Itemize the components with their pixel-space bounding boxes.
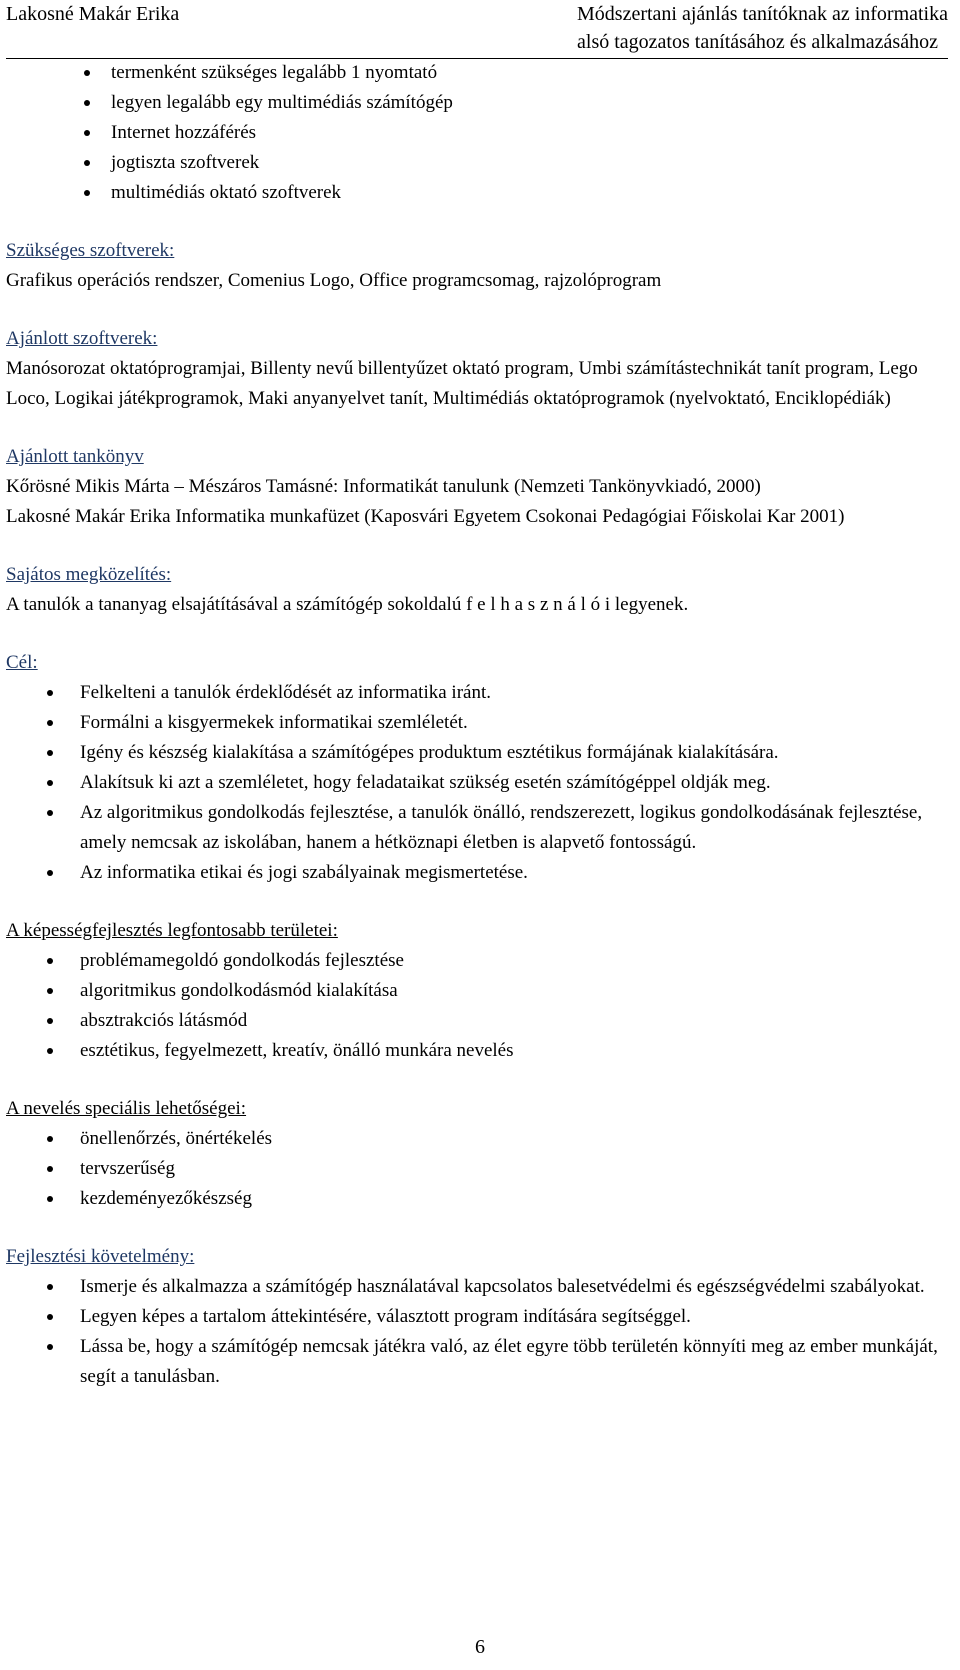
header-title-line1: Módszertani ajánlás tanítóknak az informatika — [577, 3, 948, 25]
list-item: Lássa be, hogy a számítógép nemcsak játékra való, az élet egyre több területén könnyíti meg az ember munkáját, segít a tanulásban. — [6, 1332, 948, 1392]
list-item: Igény és készség kialakítása a számítógépes produktum esztétikus formájának kialakítására. — [6, 738, 948, 768]
recommended-textbook-heading: Ajánlott tankönyv — [6, 446, 144, 467]
list-item: tervszerűség — [6, 1154, 948, 1184]
list-item: multimédiás oktató szoftverek — [6, 178, 948, 208]
equipment-list — [6, 58, 948, 208]
list-item: Alakítsuk ki azt a szemléletet, hogy feladataikat szükség esetén számítógéppel oldják meg. — [6, 768, 948, 798]
header-title-line2: alsó tagozatos tanításához és alkalmazásához — [577, 31, 938, 53]
required-software-heading: Szükséges szoftverek: — [6, 240, 175, 261]
education-heading: A nevelés speciális lehetőségei: — [6, 1098, 247, 1119]
list-item: kezdeményezőkészség — [6, 1184, 948, 1214]
page-content — [6, 58, 948, 1392]
skills-list — [6, 946, 948, 1066]
list-item: algoritmikus gondolkodásmód kialakítása — [6, 976, 948, 1006]
list-item: Az informatika etikai és jogi szabályainak megismertetése. — [6, 858, 948, 888]
list-item: problémamegoldó gondolkodás fejlesztése — [6, 946, 948, 976]
header-title — [577, 0, 948, 56]
list-item: Felkelteni a tanulók érdeklődését az informatika iránt. — [6, 678, 948, 708]
recommended-software-heading: Ajánlott szoftverek: — [6, 328, 158, 349]
approach-text: A tanulók a tananyag elsajátításával a számítógép sokoldalú f e l h a s z n á l ó i legyenek. — [6, 594, 689, 615]
goal-heading: Cél: — [6, 652, 38, 673]
list-item: önellenőrzés, önértékelés — [6, 1124, 948, 1154]
textbook-entry-2: Lakosné Makár Erika Informatika munkafüzet (Kaposvári Egyetem Csokonai Pedagógiai Főiskolai Kar 2001) — [6, 506, 845, 527]
list-item: Formálni a kisgyermekek informatikai szemléletét. — [6, 708, 948, 738]
skills-heading: A képességfejlesztés legfontosabb területei: — [6, 920, 338, 941]
list-item: legyen legalább egy multimédiás számítógép — [6, 88, 948, 118]
list-item: Internet hozzáférés — [6, 118, 948, 148]
page-header — [6, 0, 948, 59]
goal-list — [6, 678, 948, 888]
list-item: Az algoritmikus gondolkodás fejlesztése, a tanulók önálló, rendszerezett, logikus gondolkodásának fejlesztése, amely nemcsak az iskolában, hanem a hétköznapi életben is alapvető fontosságú. — [6, 798, 948, 858]
list-item: termenként szükséges legalább 1 nyomtató — [6, 58, 948, 88]
requirements-list — [6, 1272, 948, 1392]
list-item: absztrakciós látásmód — [6, 1006, 948, 1036]
education-list — [6, 1124, 948, 1214]
textbook-entry-1: Kőrösné Mikis Márta – Mészáros Tamásné: Informatikát tanulunk (Nemzeti Tankönyvkiadó, 2000) — [6, 476, 761, 497]
recommended-software-text: Manósorozat oktatóprogramjai, Billenty nevű billentyűzet oktató program, Umbi számítástechnikát tanít program, Lego Loco, Logikai játékprogramok, Maki anyanyelvet tanít, Multimédiás oktatóprogramok (nyelvoktató, Enciklopédiák) — [6, 358, 918, 409]
list-item: Legyen képes a tartalom áttekintésére, választott program indítására segítséggel. — [6, 1302, 948, 1332]
header-author: Lakosné Makár Erika — [6, 3, 180, 25]
list-item: esztétikus, fegyelmezett, kreatív, önálló munkára nevelés — [6, 1036, 948, 1066]
requirements-heading: Fejlesztési követelmény: — [6, 1246, 195, 1267]
list-item: jogtiszta szoftverek — [6, 148, 948, 178]
approach-heading: Sajátos megközelítés: — [6, 564, 172, 585]
list-item: Ismerje és alkalmazza a számítógép használatával kapcsolatos balesetvédelmi és egészségvédelmi szabályokat. — [6, 1272, 948, 1302]
required-software-text: Grafikus operációs rendszer, Comenius Logo, Office programcsomag, rajzolóprogram — [6, 270, 662, 291]
page-number: 6 — [475, 1636, 485, 1658]
